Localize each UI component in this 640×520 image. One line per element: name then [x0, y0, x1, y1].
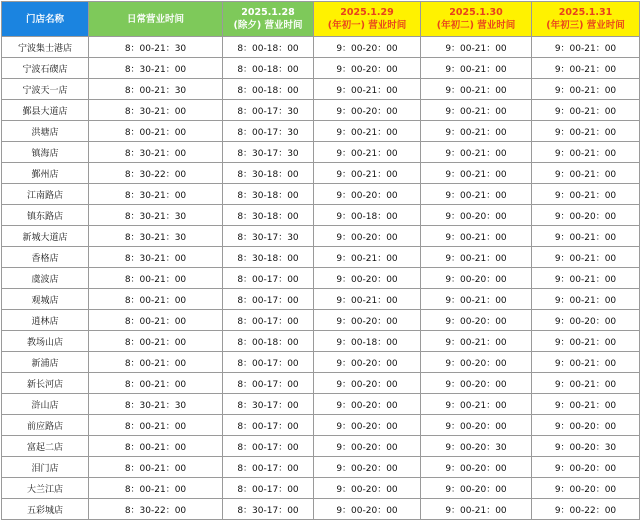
table-row — [2, 205, 640, 226]
jan31-hours-cell: 9：00-20：00 — [532, 205, 640, 226]
store-name-cell: 五彩城店 — [2, 499, 89, 520]
daily-hours-cell: 8：00-21：00 — [89, 289, 223, 310]
store-name-cell: 香格店 — [2, 247, 89, 268]
store-name-cell: 浒山店 — [2, 394, 89, 415]
jan28-hours-cell: 8：00-17：00 — [223, 478, 314, 499]
header-daily-hours: 日常营业时间 — [89, 2, 223, 37]
table-row — [2, 121, 640, 142]
store-name-cell: 逍林店 — [2, 310, 89, 331]
store-name-cell: 泪门店 — [2, 457, 89, 478]
table-row — [2, 457, 640, 478]
jan29-hours-cell: 9：00-21：00 — [314, 247, 421, 268]
jan30-hours-cell: 9：00-20：00 — [421, 415, 532, 436]
jan28-hours-cell: 8：00-17：00 — [223, 436, 314, 457]
store-name-cell: 虞波店 — [2, 268, 89, 289]
jan31-hours-cell: 9：00-20：00 — [532, 457, 640, 478]
jan28-hours-cell: 8：00-17：00 — [223, 268, 314, 289]
table-row — [2, 142, 640, 163]
jan29-hours-cell: 9：00-20：00 — [314, 373, 421, 394]
table-row — [2, 499, 640, 520]
daily-hours-cell: 8：30-21：00 — [89, 247, 223, 268]
jan31-hours-cell: 9：00-21：00 — [532, 100, 640, 121]
jan30-hours-cell: 9：00-21：00 — [421, 37, 532, 58]
table-row — [2, 226, 640, 247]
jan29-hours-cell: 9：00-21：00 — [314, 289, 421, 310]
jan31-hours-cell: 9：00-21：00 — [532, 373, 640, 394]
jan28-hours-cell: 8：00-18：00 — [223, 79, 314, 100]
jan29-hours-cell: 9：00-20：00 — [314, 37, 421, 58]
store-name-cell: 鄞县大道店 — [2, 100, 89, 121]
store-name-cell: 新城大道店 — [2, 226, 89, 247]
jan31-hours-cell: 9：00-21：00 — [532, 331, 640, 352]
jan31-hours-cell: 9：00-21：00 — [532, 226, 640, 247]
jan29-hours-cell: 9：00-21：00 — [314, 121, 421, 142]
store-name-cell: 宁波集士港店 — [2, 37, 89, 58]
store-name-cell: 江南路店 — [2, 184, 89, 205]
table-row — [2, 310, 640, 331]
jan28-hours-cell: 8：00-17：00 — [223, 415, 314, 436]
jan31-hours-cell: 9：00-20：00 — [532, 310, 640, 331]
jan29-hours-cell: 9：00-20：00 — [314, 100, 421, 121]
jan31-hours-cell: 9：00-21：00 — [532, 352, 640, 373]
jan28-hours-cell: 8：00-18：00 — [223, 331, 314, 352]
jan30-hours-cell: 9：00-21：00 — [421, 394, 532, 415]
table-row — [2, 394, 640, 415]
jan29-hours-cell: 9：00-18：00 — [314, 205, 421, 226]
jan28-hours-cell: 8：30-18：00 — [223, 163, 314, 184]
jan31-hours-cell: 9：00-20：00 — [532, 478, 640, 499]
jan30-hours-cell: 9：00-21：00 — [421, 499, 532, 520]
jan30-hours-cell: 9：00-21：00 — [421, 58, 532, 79]
daily-hours-cell: 8：00-21：00 — [89, 352, 223, 373]
store-name-cell: 镇海店 — [2, 142, 89, 163]
daily-hours-cell: 8：00-21：00 — [89, 478, 223, 499]
header-jan30-hours: 2025.1.30 (年初二) 营业时间 — [421, 2, 532, 37]
table-row — [2, 58, 640, 79]
jan28-hours-cell: 8：00-17：00 — [223, 289, 314, 310]
table-row — [2, 436, 640, 457]
jan30-hours-cell: 9：00-21：00 — [421, 289, 532, 310]
jan29-hours-cell: 9：00-20：00 — [314, 499, 421, 520]
store-name-cell: 新长河店 — [2, 373, 89, 394]
table-row — [2, 289, 640, 310]
jan30-hours-cell: 9：00-21：00 — [421, 121, 532, 142]
daily-hours-cell: 8：30-22：00 — [89, 163, 223, 184]
daily-hours-cell: 8：30-21：00 — [89, 100, 223, 121]
jan31-hours-cell: 9：00-21：00 — [532, 121, 640, 142]
daily-hours-cell: 8：30-21：30 — [89, 226, 223, 247]
jan31-hours-cell: 9：00-21：00 — [532, 289, 640, 310]
jan31-hours-cell: 9：00-21：00 — [532, 142, 640, 163]
daily-hours-cell: 8：30-22：00 — [89, 499, 223, 520]
daily-hours-cell: 8：00-21：00 — [89, 268, 223, 289]
jan29-hours-cell: 9：00-20：00 — [314, 436, 421, 457]
jan29-hours-cell: 9：00-21：00 — [314, 79, 421, 100]
table-row — [2, 373, 640, 394]
jan29-hours-cell: 9：00-20：00 — [314, 184, 421, 205]
daily-hours-cell: 8：30-21：00 — [89, 142, 223, 163]
table-row — [2, 478, 640, 499]
table-row — [2, 268, 640, 289]
jan28-hours-cell: 8：00-18：00 — [223, 37, 314, 58]
jan30-hours-cell: 9：00-20：00 — [421, 373, 532, 394]
daily-hours-cell: 8：30-21：30 — [89, 205, 223, 226]
store-hours-table — [1, 1, 640, 520]
jan28-hours-cell: 8：30-17：30 — [223, 142, 314, 163]
jan29-hours-cell: 9：00-18：00 — [314, 331, 421, 352]
daily-hours-cell: 8：30-21：30 — [89, 394, 223, 415]
jan29-hours-cell: 9：00-20：00 — [314, 478, 421, 499]
jan30-hours-cell: 9：00-21：00 — [421, 247, 532, 268]
jan28-hours-cell: 8：00-17：30 — [223, 121, 314, 142]
table-row — [2, 100, 640, 121]
table-row — [2, 352, 640, 373]
jan30-hours-cell: 9：00-21：00 — [421, 163, 532, 184]
jan30-hours-cell: 9：00-21：00 — [421, 184, 532, 205]
jan31-hours-cell: 9：00-21：00 — [532, 394, 640, 415]
jan30-hours-cell: 9：00-20：00 — [421, 310, 532, 331]
header-store-name: 门店名称 — [2, 2, 89, 37]
store-name-cell: 鄞州店 — [2, 163, 89, 184]
daily-hours-cell: 8：00-21：00 — [89, 436, 223, 457]
jan29-hours-cell: 9：00-21：00 — [314, 163, 421, 184]
jan31-hours-cell: 9：00-21：00 — [532, 37, 640, 58]
daily-hours-cell: 8：00-21：00 — [89, 121, 223, 142]
store-name-cell: 教场山店 — [2, 331, 89, 352]
jan28-hours-cell: 8：30-18：00 — [223, 184, 314, 205]
jan28-hours-cell: 8：30-18：00 — [223, 205, 314, 226]
jan28-hours-cell: 8：30-17：00 — [223, 394, 314, 415]
jan28-hours-cell: 8：00-17：00 — [223, 310, 314, 331]
table-row — [2, 247, 640, 268]
daily-hours-cell: 8：00-21：00 — [89, 373, 223, 394]
header-row — [2, 2, 640, 37]
jan30-hours-cell: 9：00-21：00 — [421, 331, 532, 352]
jan29-hours-cell: 9：00-20：00 — [314, 226, 421, 247]
jan28-hours-cell: 8：30-18：00 — [223, 247, 314, 268]
jan30-hours-cell: 9：00-21：00 — [421, 142, 532, 163]
jan30-hours-cell: 9：00-20：00 — [421, 352, 532, 373]
jan30-hours-cell: 9：00-20：30 — [421, 436, 532, 457]
jan28-hours-cell: 8：30-17：30 — [223, 226, 314, 247]
daily-hours-cell: 8：00-21：00 — [89, 331, 223, 352]
daily-hours-cell: 8：30-21：00 — [89, 58, 223, 79]
jan28-hours-cell: 8：00-17：30 — [223, 100, 314, 121]
jan30-hours-cell: 9：00-21：00 — [421, 79, 532, 100]
jan28-hours-cell: 8：00-17：00 — [223, 457, 314, 478]
header-jan29-hours: 2025.1.29 (年初一) 营业时间 — [314, 2, 421, 37]
daily-hours-cell: 8：00-21：00 — [89, 457, 223, 478]
jan30-hours-cell: 9：00-20：00 — [421, 205, 532, 226]
jan29-hours-cell: 9：00-20：00 — [314, 58, 421, 79]
jan29-hours-cell: 9：00-20：00 — [314, 457, 421, 478]
jan28-hours-cell: 8：00-17：00 — [223, 352, 314, 373]
store-name-cell: 宁波石碶店 — [2, 58, 89, 79]
daily-hours-cell: 8：00-21：30 — [89, 37, 223, 58]
jan30-hours-cell: 9：00-21：00 — [421, 100, 532, 121]
table-row — [2, 184, 640, 205]
store-name-cell: 宁波天一店 — [2, 79, 89, 100]
store-name-cell: 镇东路店 — [2, 205, 89, 226]
jan30-hours-cell: 9：00-20：00 — [421, 457, 532, 478]
jan30-hours-cell: 9：00-21：00 — [421, 226, 532, 247]
jan31-hours-cell: 9：00-21：00 — [532, 79, 640, 100]
table-row — [2, 415, 640, 436]
daily-hours-cell: 8：00-21：00 — [89, 415, 223, 436]
jan28-hours-cell: 8：00-18：00 — [223, 58, 314, 79]
table-row — [2, 79, 640, 100]
store-name-cell: 富起二店 — [2, 436, 89, 457]
jan31-hours-cell: 9：00-20：30 — [532, 436, 640, 457]
jan31-hours-cell: 9：00-21：00 — [532, 247, 640, 268]
daily-hours-cell: 8：00-21：00 — [89, 310, 223, 331]
header-jan28-hours: 2025.1.28 (除夕) 营业时间 — [223, 2, 314, 37]
store-name-cell: 前应路店 — [2, 415, 89, 436]
table-row — [2, 37, 640, 58]
jan28-hours-cell: 8：30-17：00 — [223, 499, 314, 520]
store-name-cell: 洪塘店 — [2, 121, 89, 142]
jan31-hours-cell: 9：00-21：00 — [532, 163, 640, 184]
jan29-hours-cell: 9：00-20：00 — [314, 310, 421, 331]
jan31-hours-cell: 9：00-21：00 — [532, 184, 640, 205]
jan28-hours-cell: 8：00-17：00 — [223, 373, 314, 394]
jan30-hours-cell: 9：00-20：00 — [421, 268, 532, 289]
daily-hours-cell: 8：00-21：30 — [89, 79, 223, 100]
table-row — [2, 331, 640, 352]
table-row — [2, 163, 640, 184]
jan29-hours-cell: 9：00-20：00 — [314, 352, 421, 373]
table-body — [2, 37, 640, 520]
jan29-hours-cell: 9：00-21：00 — [314, 142, 421, 163]
store-name-cell: 大兰江店 — [2, 478, 89, 499]
store-name-cell: 观城店 — [2, 289, 89, 310]
jan31-hours-cell: 9：00-22：00 — [532, 499, 640, 520]
jan31-hours-cell: 9：00-20：00 — [532, 415, 640, 436]
header-jan31-hours: 2025.1.31 (年初三) 营业时间 — [532, 2, 640, 37]
jan29-hours-cell: 9：00-20：00 — [314, 394, 421, 415]
daily-hours-cell: 8：30-21：00 — [89, 184, 223, 205]
jan29-hours-cell: 9：00-20：00 — [314, 415, 421, 436]
jan31-hours-cell: 9：00-21：00 — [532, 268, 640, 289]
jan31-hours-cell: 9：00-21：00 — [532, 58, 640, 79]
jan29-hours-cell: 9：00-20：00 — [314, 268, 421, 289]
store-name-cell: 新浦店 — [2, 352, 89, 373]
jan30-hours-cell: 9：00-20：00 — [421, 478, 532, 499]
